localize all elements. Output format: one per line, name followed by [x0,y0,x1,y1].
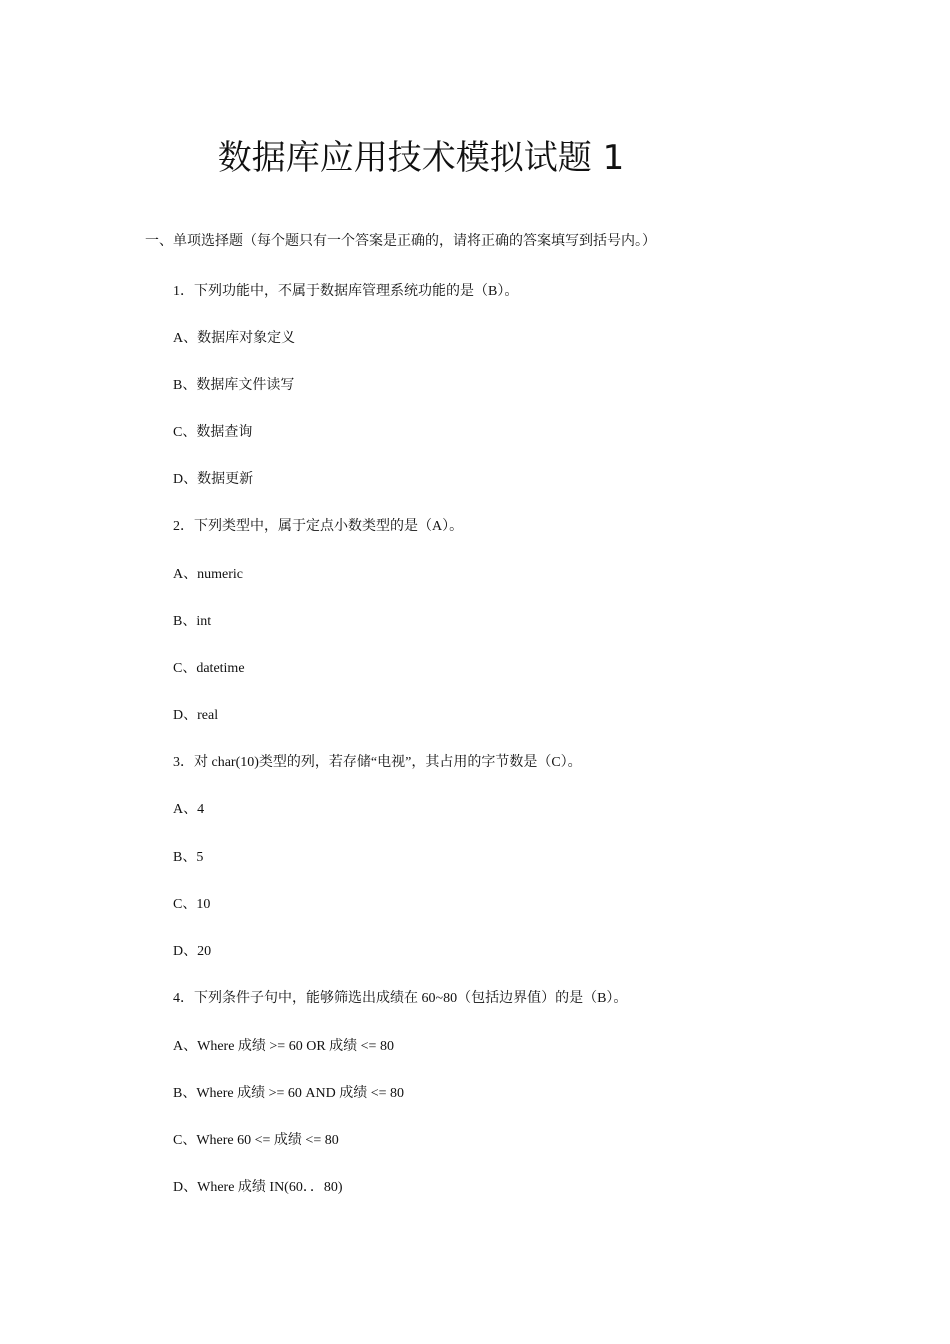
q3-option-d: D、20 [173,944,212,959]
q3-option-b: B、5 [173,850,204,865]
q2-option-b: B、int [173,614,212,629]
q4-option-b: B、Where 成绩 >= 60 AND 成绩 <= 80 [173,1086,405,1101]
q2-option-c: C、datetime [173,661,245,676]
page-title: 数据库应用技术模拟试题 1 [217,138,625,178]
question-1: 1．下列功能中，不属于数据库管理系统功能的是（B）。 [173,284,519,299]
q3-option-c: C、10 [173,897,211,912]
q4-option-d: D、Where 成绩 IN(60．．80) [173,1180,343,1195]
q1-option-d: D、数据更新 [173,472,254,487]
q1-option-c: C、数据查询 [173,425,253,440]
q3-option-a: A、4 [173,802,205,817]
question-2: 2．下列类型中，属于定点小数类型的是（A）。 [173,519,464,534]
q1-option-a: A、数据库对象定义 [173,331,296,346]
q4-option-c: C、Where 60 <= 成绩 <= 80 [173,1133,339,1148]
q4-option-a: A、Where 成绩 >= 60 OR 成绩 <= 80 [173,1039,394,1054]
q2-option-d: D、real [173,708,219,723]
q1-option-b: B、数据库文件读写 [173,378,295,393]
question-3: 3．对 char(10)类型的列，若存储“电视”，其占用的字节数是（C）。 [173,755,582,770]
section-heading: 一、单项选择题（每个题只有一个答案是正确的，请将正确的答案填写到括号内。） [145,234,656,249]
q2-option-a: A、numeric [173,567,243,582]
question-4: 4．下列条件子句中，能够筛选出成绩在 60~80（包括边界值）的是（B）。 [173,991,628,1006]
